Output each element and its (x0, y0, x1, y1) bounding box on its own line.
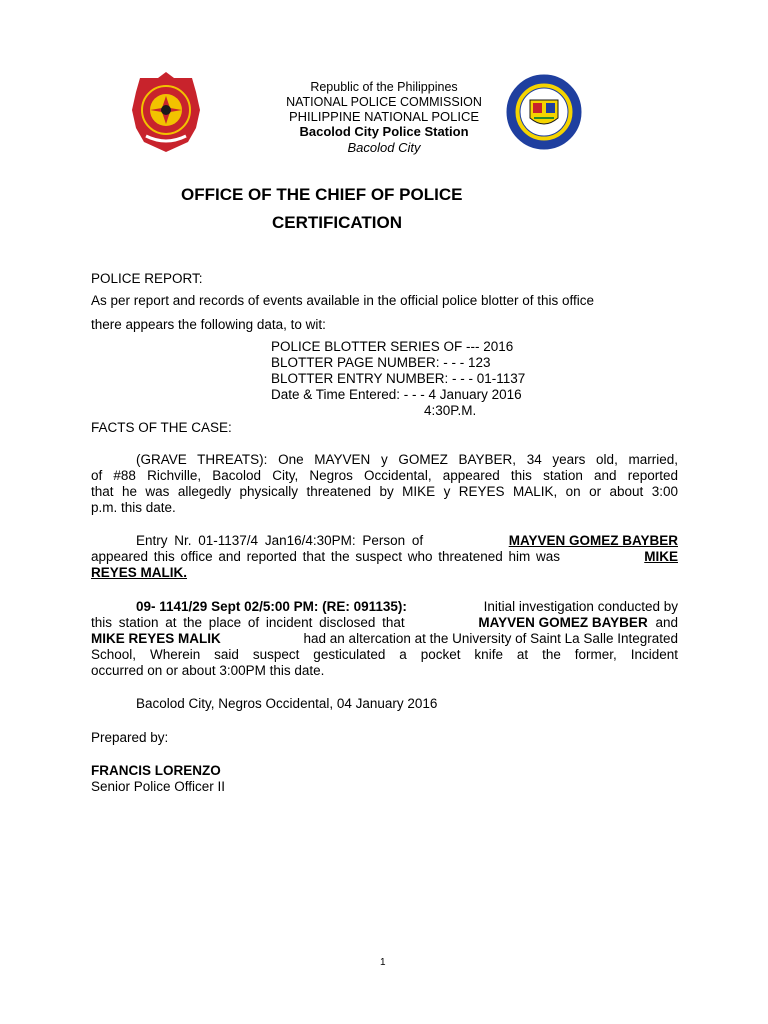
facts-p1-l4: p.m. this date. (91, 500, 176, 515)
header-republic: Republic of the Philippines (310, 80, 458, 94)
header-station: Bacolod City Police Station (299, 124, 469, 139)
report-intro-line1: As per report and records of events available in the official police blotter of this office (91, 293, 595, 308)
suspect-first-name: MIKE (644, 549, 678, 564)
case-reference: 09- 1141/29 Sept 02/5:00 PM: (RE: 091135): (136, 599, 407, 614)
altercation-text: had an altercation at the University of Saint La Salle Integrated (303, 631, 678, 646)
page-number: 1 (380, 957, 386, 968)
report-intro-line2: there appears the following data, to wit: (91, 317, 326, 332)
header-napolcom: NATIONAL POLICE COMMISSION (286, 95, 482, 109)
header-city: Bacolod City (347, 140, 421, 155)
facts-p3-l4: School, Wherein said suspect gesticulated a pocket knife at the former, Incident (91, 647, 678, 662)
facts-paragraph3-line1 (136, 599, 678, 615)
facts-paragraph2-line1 (136, 533, 678, 549)
suspect-name-bold: MIKE REYES MALIK (91, 631, 221, 646)
blotter-series: POLICE BLOTTER SERIES OF --- 2016 (271, 339, 514, 354)
blotter-page-number: BLOTTER PAGE NUMBER: - - - 123 (271, 355, 491, 370)
place-and-date: Bacolod City, Negros Occidental, 04 January 2016 (136, 696, 438, 711)
facts-paragraph1-line2 (91, 468, 678, 484)
facts-paragraph1-line1 (136, 452, 678, 468)
facts-p1-l2: of #88 Richville, Bacolod City, Negros Occidental, appeared this station and reported (91, 468, 678, 483)
facts-paragraph3-line2 (91, 615, 678, 631)
facts-paragraph2-line2 (91, 549, 678, 565)
investigation-text: Initial investigation conducted by (483, 599, 678, 614)
facts-p1-l1: (GRAVE THREATS): One MAYVEN y GOMEZ BAYBER, 34 years old, married, (136, 452, 678, 467)
officer-name: FRANCIS LORENZO (91, 763, 221, 778)
date-time-entered: Date & Time Entered: - - - 4 January 2016 (271, 387, 522, 402)
and-text: and (655, 615, 678, 630)
complainant-name-bold: MAYVEN GOMEZ BAYBER (478, 615, 648, 630)
facts-p1-l3: that he was allegedly physically threatened by MIKE y REYES MALIK, on or about 3:00 (91, 484, 678, 499)
suspect-rest-name: REYES MALIK. (91, 565, 188, 580)
complainant-name-group (478, 615, 678, 631)
time-entered: 4:30P.M. (424, 403, 477, 418)
facts-paragraph2-line3 (91, 565, 187, 581)
appeared-text: appeared this office and reported that the suspect who threatened him was (91, 549, 561, 564)
facts-p3-l5: occurred on or about 3:00PM this date. (91, 663, 325, 678)
police-report-label: POLICE REPORT: (91, 271, 203, 286)
complainant-name: MAYVEN GOMEZ BAYBER (508, 533, 678, 548)
header-pnp: PHILIPPINE NATIONAL POLICE (289, 109, 479, 124)
facts-paragraph3-line3 (91, 631, 678, 647)
officer-rank: Senior Police Officer II (91, 779, 226, 794)
entry-text: Entry Nr. 01-1137/4 Jan16/4:30PM: Person of (136, 533, 424, 548)
prepared-by-label: Prepared by: (91, 730, 169, 745)
office-title: OFFICE OF THE CHIEF OF POLICE (181, 185, 463, 204)
disclosed-text: this station at the place of incident disclosed that (91, 615, 405, 630)
facts-label: FACTS OF THE CASE: (91, 420, 232, 435)
certification-title: CERTIFICATION (272, 213, 403, 232)
blotter-entry-number: BLOTTER ENTRY NUMBER: - - - 01-1137 (271, 371, 526, 386)
facts-paragraph1-line3 (91, 484, 678, 500)
facts-paragraph3-line4 (91, 647, 678, 663)
